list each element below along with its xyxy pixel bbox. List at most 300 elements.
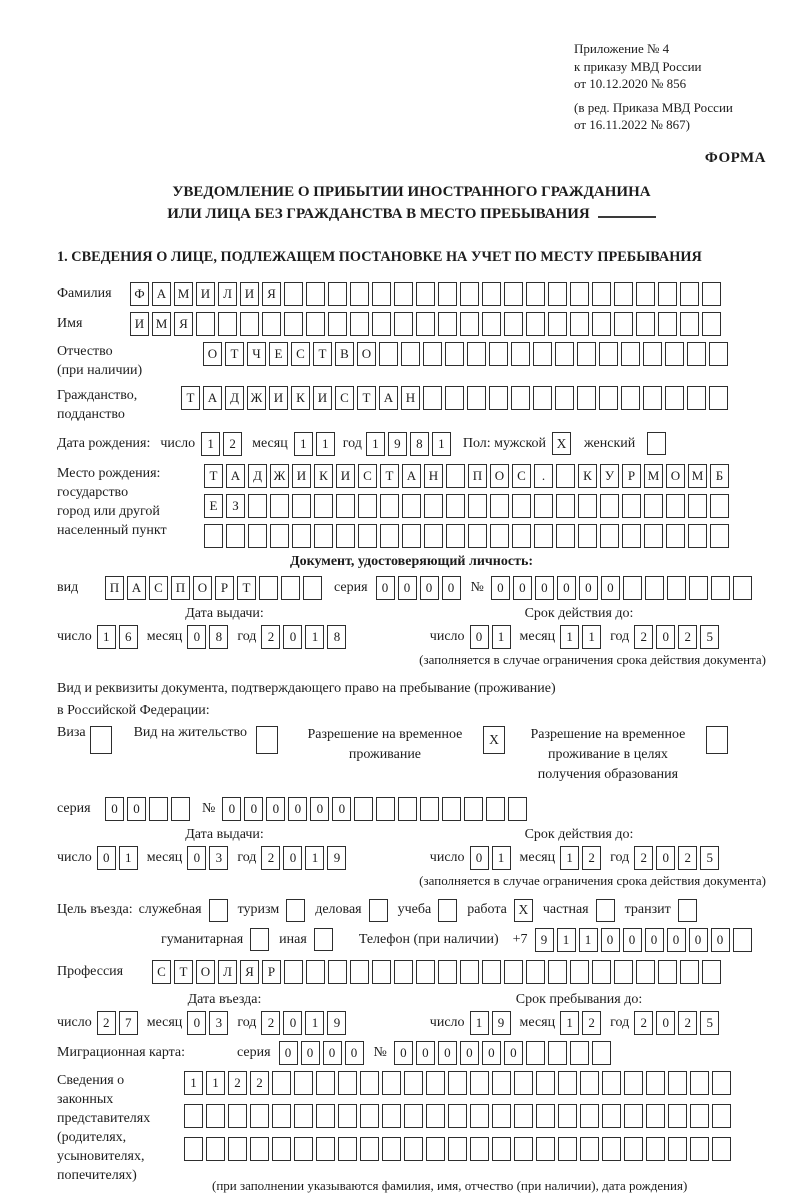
char-box[interactable]: К (291, 386, 310, 410)
char-box[interactable]: И (313, 386, 332, 410)
char-box[interactable] (460, 282, 479, 306)
char-box[interactable] (667, 576, 686, 600)
char-box[interactable]: 0 (420, 576, 439, 600)
char-box[interactable] (514, 1071, 533, 1095)
char-box[interactable] (358, 494, 377, 518)
char-box[interactable] (149, 797, 168, 821)
char-box[interactable] (492, 1071, 511, 1095)
char-box[interactable] (468, 494, 487, 518)
char-box[interactable] (490, 494, 509, 518)
char-box[interactable]: 2 (582, 1011, 601, 1035)
char-box[interactable] (350, 282, 369, 306)
char-box[interactable] (599, 386, 618, 410)
char-box[interactable]: 9 (535, 928, 554, 952)
char-box[interactable] (416, 312, 435, 336)
purpose-official-checkbox[interactable] (209, 899, 228, 922)
sex-female-checkbox[interactable] (647, 432, 666, 455)
char-box[interactable] (658, 282, 677, 306)
char-box[interactable] (646, 1071, 665, 1095)
char-box[interactable]: 1 (206, 1071, 225, 1095)
char-box[interactable] (394, 312, 413, 336)
char-box[interactable] (636, 312, 655, 336)
char-box[interactable] (438, 960, 457, 984)
visa-checkbox[interactable] (90, 726, 112, 754)
char-box[interactable] (711, 576, 730, 600)
char-box[interactable] (526, 960, 545, 984)
char-box[interactable] (666, 524, 685, 548)
char-box[interactable] (196, 312, 215, 336)
char-box[interactable]: 3 (209, 1011, 228, 1035)
char-box[interactable] (555, 386, 574, 410)
char-box[interactable]: О (203, 342, 222, 366)
char-box[interactable] (668, 1104, 687, 1128)
char-box[interactable] (548, 960, 567, 984)
char-box[interactable] (534, 524, 553, 548)
char-box[interactable]: И (292, 464, 311, 488)
char-box[interactable]: Я (240, 960, 259, 984)
residence-permit-checkbox[interactable] (256, 726, 278, 754)
char-box[interactable] (709, 386, 728, 410)
char-box[interactable] (204, 524, 223, 548)
char-box[interactable]: 2 (634, 846, 653, 870)
char-box[interactable] (379, 342, 398, 366)
char-box[interactable]: 1 (305, 846, 324, 870)
char-box[interactable] (250, 1104, 269, 1128)
char-box[interactable] (398, 797, 417, 821)
char-box[interactable]: Р (262, 960, 281, 984)
char-box[interactable] (338, 1137, 357, 1161)
char-box[interactable] (306, 282, 325, 306)
char-box[interactable]: 9 (327, 846, 346, 870)
char-box[interactable] (294, 1071, 313, 1095)
char-box[interactable] (438, 282, 457, 306)
char-box[interactable]: 5 (700, 846, 719, 870)
char-box[interactable] (448, 1137, 467, 1161)
char-box[interactable]: 2 (261, 846, 280, 870)
char-box[interactable] (580, 1071, 599, 1095)
char-box[interactable] (624, 1071, 643, 1095)
char-box[interactable] (555, 342, 574, 366)
char-box[interactable]: Ж (247, 386, 266, 410)
char-box[interactable] (314, 524, 333, 548)
char-box[interactable] (602, 1071, 621, 1095)
char-box[interactable] (460, 312, 479, 336)
char-box[interactable] (228, 1137, 247, 1161)
char-box[interactable] (445, 342, 464, 366)
char-box[interactable] (646, 1137, 665, 1161)
char-box[interactable]: 0 (244, 797, 263, 821)
char-box[interactable]: 0 (645, 928, 664, 952)
char-box[interactable]: 1 (492, 846, 511, 870)
char-box[interactable]: 0 (288, 797, 307, 821)
char-box[interactable] (350, 312, 369, 336)
char-box[interactable]: Т (237, 576, 256, 600)
char-box[interactable] (680, 312, 699, 336)
char-box[interactable]: 0 (398, 576, 417, 600)
char-box[interactable] (636, 282, 655, 306)
char-box[interactable] (376, 797, 395, 821)
char-box[interactable] (668, 1071, 687, 1095)
char-box[interactable] (644, 494, 663, 518)
char-box[interactable] (262, 312, 281, 336)
char-box[interactable]: 0 (283, 625, 302, 649)
char-box[interactable] (490, 524, 509, 548)
char-box[interactable] (272, 1137, 291, 1161)
char-box[interactable]: 0 (394, 1041, 413, 1065)
char-box[interactable] (689, 576, 708, 600)
char-box[interactable]: Ф (130, 282, 149, 306)
char-box[interactable] (470, 1071, 489, 1095)
char-box[interactable]: 0 (187, 846, 206, 870)
char-box[interactable] (316, 1104, 335, 1128)
char-box[interactable]: 1 (582, 625, 601, 649)
char-box[interactable]: 2 (250, 1071, 269, 1095)
purpose-work-checkbox[interactable]: X (514, 899, 533, 922)
char-box[interactable]: 0 (601, 928, 620, 952)
char-box[interactable]: Б (710, 464, 729, 488)
char-box[interactable] (578, 494, 597, 518)
purpose-transit-checkbox[interactable] (678, 899, 697, 922)
char-box[interactable]: П (171, 576, 190, 600)
char-box[interactable] (306, 312, 325, 336)
char-box[interactable] (482, 282, 501, 306)
char-box[interactable]: Т (181, 386, 200, 410)
char-box[interactable] (534, 494, 553, 518)
char-box[interactable]: 6 (119, 625, 138, 649)
char-box[interactable] (354, 797, 373, 821)
char-box[interactable] (599, 342, 618, 366)
char-box[interactable] (665, 386, 684, 410)
char-box[interactable]: 0 (105, 797, 124, 821)
char-box[interactable] (316, 1071, 335, 1095)
char-box[interactable] (314, 494, 333, 518)
char-box[interactable] (360, 1137, 379, 1161)
char-box[interactable] (558, 1137, 577, 1161)
char-box[interactable]: 2 (678, 1011, 697, 1035)
char-box[interactable]: 0 (283, 1011, 302, 1035)
char-box[interactable] (602, 1137, 621, 1161)
char-box[interactable]: Р (215, 576, 234, 600)
char-box[interactable] (504, 282, 523, 306)
char-box[interactable]: И (196, 282, 215, 306)
char-box[interactable] (272, 1071, 291, 1095)
char-box[interactable]: 0 (491, 576, 510, 600)
char-box[interactable]: 1 (492, 625, 511, 649)
char-box[interactable]: С (291, 342, 310, 366)
char-box[interactable] (467, 386, 486, 410)
char-box[interactable] (482, 312, 501, 336)
char-box[interactable]: 2 (261, 625, 280, 649)
char-box[interactable] (338, 1071, 357, 1095)
char-box[interactable]: 0 (301, 1041, 320, 1065)
char-box[interactable]: У (600, 464, 619, 488)
char-box[interactable] (281, 576, 300, 600)
char-box[interactable] (171, 797, 190, 821)
char-box[interactable] (514, 1137, 533, 1161)
char-box[interactable]: 0 (513, 576, 532, 600)
char-box[interactable] (511, 342, 530, 366)
char-box[interactable]: Т (380, 464, 399, 488)
char-box[interactable]: 0 (579, 576, 598, 600)
char-box[interactable] (712, 1104, 731, 1128)
char-box[interactable]: 0 (667, 928, 686, 952)
char-box[interactable] (402, 494, 421, 518)
char-box[interactable]: К (578, 464, 597, 488)
char-box[interactable]: Д (248, 464, 267, 488)
char-box[interactable] (416, 282, 435, 306)
char-box[interactable] (284, 282, 303, 306)
char-box[interactable] (712, 1137, 731, 1161)
char-box[interactable] (420, 797, 439, 821)
char-box[interactable] (622, 524, 641, 548)
char-box[interactable] (394, 960, 413, 984)
char-box[interactable] (733, 576, 752, 600)
char-box[interactable]: 1 (579, 928, 598, 952)
char-box[interactable]: 1 (432, 432, 451, 456)
char-box[interactable]: Ч (247, 342, 266, 366)
char-box[interactable]: 5 (700, 625, 719, 649)
char-box[interactable] (492, 1137, 511, 1161)
char-box[interactable] (580, 1104, 599, 1128)
char-box[interactable]: Р (622, 464, 641, 488)
char-box[interactable]: 1 (560, 625, 579, 649)
char-box[interactable] (526, 312, 545, 336)
char-box[interactable]: Т (204, 464, 223, 488)
char-box[interactable] (482, 960, 501, 984)
char-box[interactable] (470, 1104, 489, 1128)
char-box[interactable] (423, 386, 442, 410)
char-box[interactable]: 1 (305, 625, 324, 649)
char-box[interactable] (382, 1071, 401, 1095)
char-box[interactable]: А (402, 464, 421, 488)
char-box[interactable]: Е (204, 494, 223, 518)
char-box[interactable] (270, 524, 289, 548)
temp-residence-education-checkbox[interactable] (706, 726, 728, 754)
char-box[interactable]: М (644, 464, 663, 488)
char-box[interactable]: 2 (678, 625, 697, 649)
char-box[interactable] (570, 1041, 589, 1065)
char-box[interactable] (416, 960, 435, 984)
char-box[interactable]: 0 (97, 846, 116, 870)
char-box[interactable]: 1 (557, 928, 576, 952)
char-box[interactable]: 0 (689, 928, 708, 952)
char-box[interactable] (404, 1137, 423, 1161)
char-box[interactable] (424, 524, 443, 548)
char-box[interactable]: И (269, 386, 288, 410)
char-box[interactable]: К (314, 464, 333, 488)
char-box[interactable] (446, 494, 465, 518)
char-box[interactable] (467, 342, 486, 366)
char-box[interactable] (206, 1137, 225, 1161)
char-box[interactable] (404, 1071, 423, 1095)
char-box[interactable] (658, 960, 677, 984)
char-box[interactable]: 2 (97, 1011, 116, 1035)
char-box[interactable]: П (105, 576, 124, 600)
char-box[interactable]: 0 (623, 928, 642, 952)
char-box[interactable]: 0 (470, 846, 489, 870)
char-box[interactable]: Т (313, 342, 332, 366)
char-box[interactable]: П (468, 464, 487, 488)
sex-male-checkbox[interactable]: X (552, 432, 571, 455)
char-box[interactable]: 0 (279, 1041, 298, 1065)
char-box[interactable]: 9 (327, 1011, 346, 1035)
char-box[interactable]: И (240, 282, 259, 306)
char-box[interactable] (380, 494, 399, 518)
purpose-business-checkbox[interactable] (369, 899, 388, 922)
char-box[interactable] (460, 960, 479, 984)
char-box[interactable]: О (666, 464, 685, 488)
char-box[interactable] (184, 1137, 203, 1161)
char-box[interactable]: 1 (470, 1011, 489, 1035)
char-box[interactable] (666, 494, 685, 518)
char-box[interactable]: О (196, 960, 215, 984)
char-box[interactable] (570, 312, 589, 336)
char-box[interactable] (504, 960, 523, 984)
char-box[interactable]: 0 (535, 576, 554, 600)
char-box[interactable] (336, 524, 355, 548)
char-box[interactable] (394, 282, 413, 306)
char-box[interactable] (303, 576, 322, 600)
char-box[interactable] (592, 960, 611, 984)
char-box[interactable] (592, 282, 611, 306)
char-box[interactable] (680, 960, 699, 984)
char-box[interactable] (470, 1137, 489, 1161)
char-box[interactable] (372, 312, 391, 336)
char-box[interactable] (284, 960, 303, 984)
char-box[interactable] (536, 1104, 555, 1128)
char-box[interactable] (533, 342, 552, 366)
char-box[interactable] (426, 1104, 445, 1128)
char-box[interactable] (644, 524, 663, 548)
char-box[interactable] (690, 1071, 709, 1095)
char-box[interactable] (206, 1104, 225, 1128)
char-box[interactable] (336, 494, 355, 518)
char-box[interactable]: А (226, 464, 245, 488)
char-box[interactable] (710, 524, 729, 548)
char-box[interactable] (600, 494, 619, 518)
char-box[interactable]: 0 (442, 576, 461, 600)
char-box[interactable] (668, 1137, 687, 1161)
char-box[interactable]: Т (174, 960, 193, 984)
char-box[interactable] (358, 524, 377, 548)
char-box[interactable]: 1 (560, 1011, 579, 1035)
char-box[interactable] (294, 1104, 313, 1128)
char-box[interactable]: 0 (416, 1041, 435, 1065)
char-box[interactable] (382, 1104, 401, 1128)
char-box[interactable] (382, 1137, 401, 1161)
char-box[interactable] (489, 386, 508, 410)
char-box[interactable] (380, 524, 399, 548)
char-box[interactable] (360, 1104, 379, 1128)
char-box[interactable] (486, 797, 505, 821)
char-box[interactable] (680, 282, 699, 306)
char-box[interactable] (446, 524, 465, 548)
char-box[interactable]: 2 (634, 625, 653, 649)
char-box[interactable]: 2 (223, 432, 242, 456)
char-box[interactable] (526, 282, 545, 306)
char-box[interactable] (536, 1071, 555, 1095)
char-box[interactable] (577, 386, 596, 410)
char-box[interactable] (328, 282, 347, 306)
char-box[interactable] (614, 312, 633, 336)
char-box[interactable]: С (358, 464, 377, 488)
char-box[interactable] (445, 386, 464, 410)
char-box[interactable]: 0 (557, 576, 576, 600)
char-box[interactable] (665, 342, 684, 366)
char-box[interactable] (306, 960, 325, 984)
char-box[interactable] (580, 1137, 599, 1161)
char-box[interactable] (548, 312, 567, 336)
char-box[interactable] (401, 342, 420, 366)
char-box[interactable] (404, 1104, 423, 1128)
char-box[interactable]: М (152, 312, 171, 336)
char-box[interactable] (548, 1041, 567, 1065)
char-box[interactable] (710, 494, 729, 518)
char-box[interactable]: 8 (410, 432, 429, 456)
char-box[interactable] (438, 312, 457, 336)
char-box[interactable]: 1 (305, 1011, 324, 1035)
char-box[interactable]: Л (218, 960, 237, 984)
char-box[interactable] (592, 312, 611, 336)
char-box[interactable]: 1 (560, 846, 579, 870)
char-box[interactable] (702, 282, 721, 306)
char-box[interactable] (533, 386, 552, 410)
char-box[interactable] (328, 960, 347, 984)
char-box[interactable] (658, 312, 677, 336)
char-box[interactable] (570, 960, 589, 984)
char-box[interactable]: 0 (310, 797, 329, 821)
char-box[interactable]: С (335, 386, 354, 410)
char-box[interactable]: 0 (345, 1041, 364, 1065)
char-box[interactable]: С (149, 576, 168, 600)
char-box[interactable] (688, 524, 707, 548)
char-box[interactable] (556, 494, 575, 518)
char-box[interactable]: О (490, 464, 509, 488)
char-box[interactable]: О (357, 342, 376, 366)
char-box[interactable] (578, 524, 597, 548)
char-box[interactable]: 2 (261, 1011, 280, 1035)
char-box[interactable]: 0 (376, 576, 395, 600)
char-box[interactable] (316, 1137, 335, 1161)
char-box[interactable]: 0 (482, 1041, 501, 1065)
char-box[interactable] (248, 524, 267, 548)
char-box[interactable] (511, 386, 530, 410)
char-box[interactable]: Д (225, 386, 244, 410)
char-box[interactable] (558, 1104, 577, 1128)
char-box[interactable]: 0 (656, 1011, 675, 1035)
char-box[interactable] (270, 494, 289, 518)
char-box[interactable]: 1 (97, 625, 116, 649)
char-box[interactable] (464, 797, 483, 821)
char-box[interactable]: 0 (187, 1011, 206, 1035)
char-box[interactable] (338, 1104, 357, 1128)
purpose-private-checkbox[interactable] (596, 899, 615, 922)
char-box[interactable] (468, 524, 487, 548)
char-box[interactable] (448, 1071, 467, 1095)
char-box[interactable]: 0 (504, 1041, 523, 1065)
char-box[interactable]: 0 (187, 625, 206, 649)
char-box[interactable] (621, 342, 640, 366)
char-box[interactable]: 0 (470, 625, 489, 649)
char-box[interactable]: 2 (678, 846, 697, 870)
char-box[interactable] (284, 312, 303, 336)
char-box[interactable]: З (226, 494, 245, 518)
char-box[interactable] (624, 1137, 643, 1161)
char-box[interactable]: 0 (656, 846, 675, 870)
char-box[interactable] (226, 524, 245, 548)
char-box[interactable]: Н (401, 386, 420, 410)
char-box[interactable] (687, 342, 706, 366)
